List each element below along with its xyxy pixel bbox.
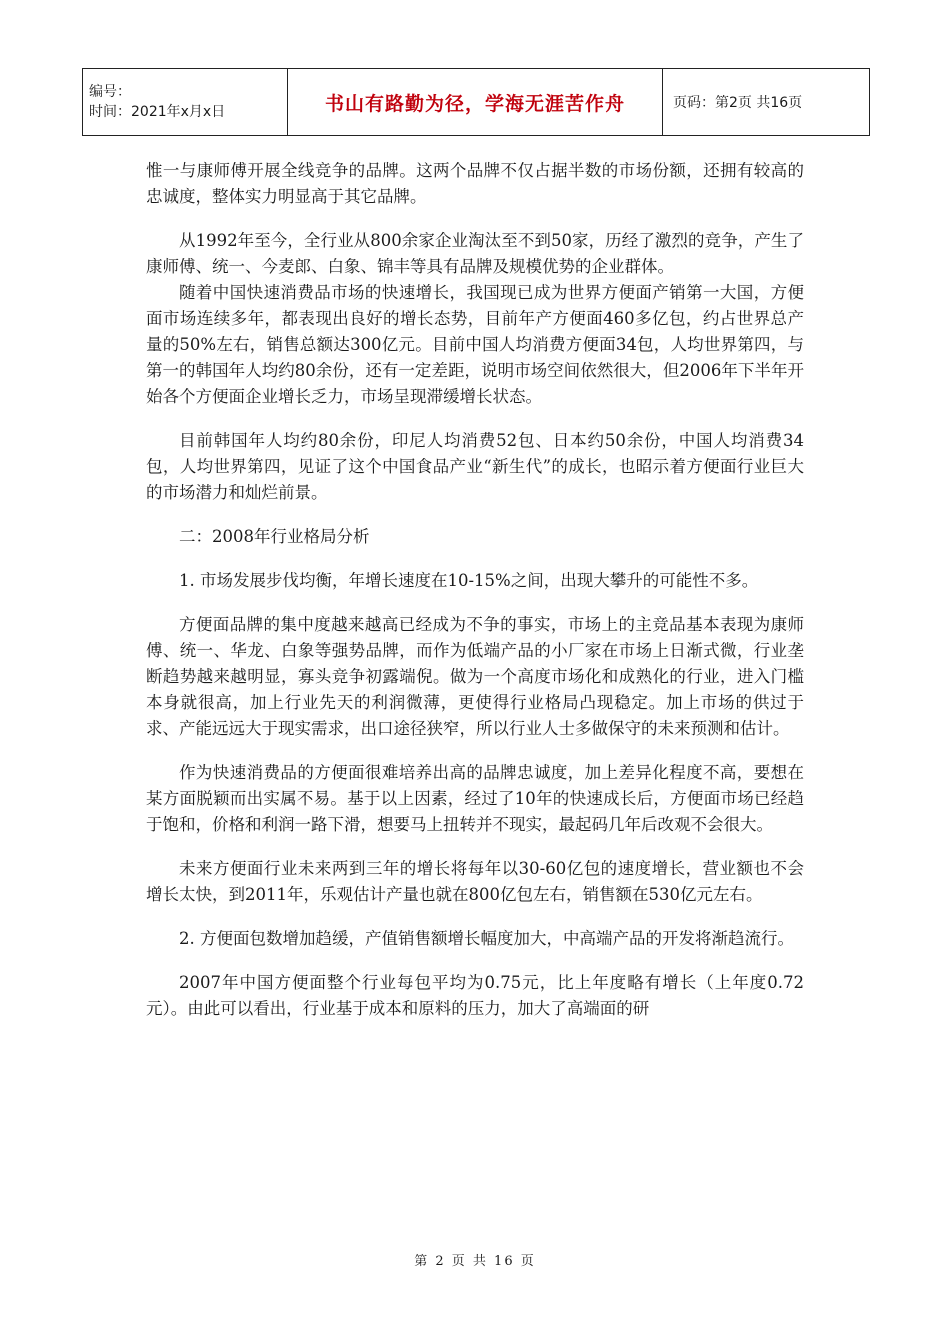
subsection-heading: 2. 方便面包数增加趋缓，产值销售额增长幅度加大，中高端产品的开发将渐趋流行。 <box>179 929 794 948</box>
paragraph: 作为快速消费品的方便面很难培养出高的品牌忠诚度，加上差异化程度不高，要想在某方面脱颖而出实属不易。基于以上因素，经过了10年的快速成长后，方便面市场已经趋于饱和，价格和利润一路下滑，想要马上扭转并不现实，最起码几年后改观不会很大。 <box>146 763 804 834</box>
page-footer: 第 2 页 共 16 页 <box>414 1254 536 1269</box>
header-meta-cell <box>83 69 288 136</box>
paragraph: 随着中国快速消费品市场的快速增长，我国现已成为世界方便面产销第一大国，方便面市场连续多年，都表现出良好的增长态势，目前年产方便面460多亿包，约占世界总产量的50%左右，销售总额达300亿元。目前中国人均消费方便面34包，人均世界第四，与第一的韩国年人均约80余份，还有一定差距，说明市场空间依然很大，但2006年下半年开始各个方便面企业增长乏力，市场呈现滞缓增长状态。 <box>146 283 804 406</box>
header-motto: 书山有路勤为径，学海无涯苦作舟 <box>288 69 663 136</box>
paragraph: 2007年中国方便面整个行业每包平均为0.75元，比上年度略有增长（上年度0.72元）。由此可以看出，行业基于成本和原料的压力，加大了高端面的研 <box>146 973 804 1018</box>
document-number-label: 编号： <box>89 84 131 100</box>
paragraph: 惟一与康师傅开展全线竞争的品牌。这两个品牌不仅占据半数的市场份额，还拥有较高的忠诚度，整体实力明显高于其它品牌。 <box>146 161 804 206</box>
paragraph: 方便面品牌的集中度越来越高已经成为不争的事实，市场上的主竞品基本表现为康师傅、统一、华龙、白象等强势品牌，而作为低端产品的小厂家在市场上日渐式微，行业垄断趋势越来越明显，寡头竞争初露端倪。做为一个高度市场化和成熟化的行业，进入门槛本身就很高，加上行业先天的利润微薄，更使得行业格局凸现稳定。加上市场的供过于求、产能远远大于现实需求，出口途径狭窄，所以行业人士多做保守的未来预测和估计。 <box>146 615 804 738</box>
paragraph: 目前韩国年人均约80余份，印尼人均消费52包、日本约50余份，中国人均消费34包，人均世界第四，见证了这个中国食品产业“新生代”的成长，也昭示着方便面行业巨大的市场潜力和灿烂前景。 <box>146 431 804 502</box>
subsection-heading: 1. 市场发展步伐均衡，年增长速度在10-15%之间，出现大攀升的可能性不多。 <box>179 571 759 590</box>
paragraph: 未来方便面行业未来两到三年的增长将每年以30-60亿包的速度增长，营业额也不会增长太快，到2011年，乐观估计产量也就在800亿包左右，销售额在530亿元左右。 <box>146 859 804 904</box>
document-body <box>146 158 804 1022</box>
document-header <box>82 68 870 136</box>
document-date: 时间：2021年x月x日 <box>89 104 226 120</box>
paragraph: 从1992年至今，全行业从800余家企业淘汰至不到50家，历经了激烈的竞争，产生了康师傅、统一、今麦郎、白象、锦丰等具有品牌及规模优势的企业群体。 <box>146 231 804 276</box>
section-heading: 二：2008年行业格局分析 <box>179 527 370 546</box>
header-page-code: 页码：第2页 共16页 <box>663 69 870 136</box>
